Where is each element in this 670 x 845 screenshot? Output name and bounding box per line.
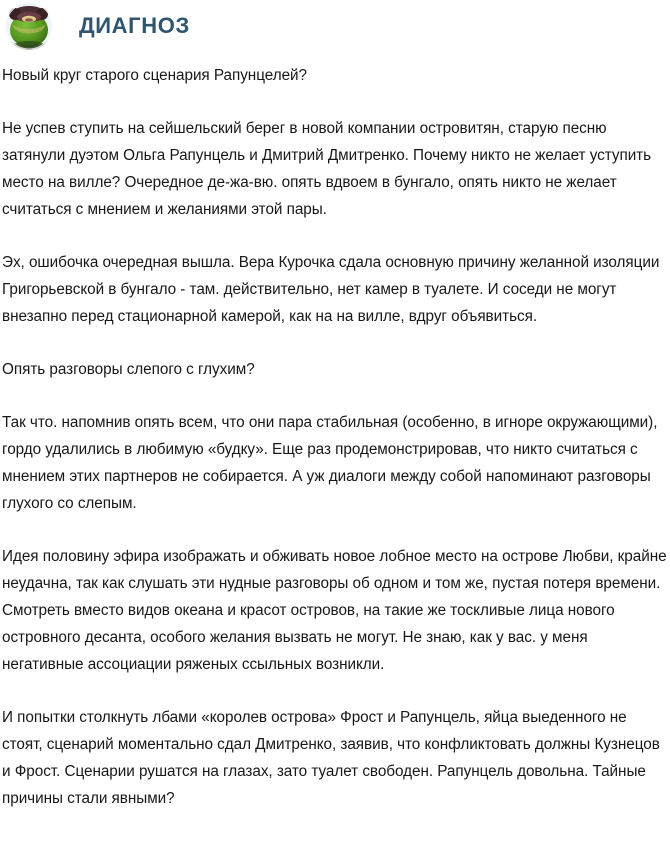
article-paragraph: Эх, ошибочка очередная вышла. Вера Курочка сдала основную причину желанной изоляции Григорьевской в бунгало - там. действительно, нет камер в туалете. И соседи не могут внезапно перед стационарной камерой, как на на вилле, вдруг объявиться. bbox=[2, 254, 660, 325]
avatar-green-creature-icon bbox=[5, 2, 53, 50]
page-title: ДИАГНОЗ bbox=[79, 13, 190, 38]
site-header bbox=[2, 0, 668, 50]
article-paragraph: Так что. напомнив опять всем, что они пара стабильная (особенно, в игноре окружающими), гордо удалились в любимую «будку». Еще раз продемонстрировав, что никто считаться с мнением этих партнеров не собирается. А уж диалоги между собой напоминают разговоры глухого со слепым. bbox=[2, 414, 658, 512]
article-paragraph: Новый круг старого сценария Рапунцелей? bbox=[2, 67, 307, 84]
article-paragraph: И попытки столкнуть лбами «королев острова» Фрост и Рапунцель, яйца выеденного не стоят, сценарий моментально сдал Дмитренко, заявив, что конфликтовать должны Кузнецов и Фрост. Сценарии рушатся на глазах, зато туалет свободен. Рапунцель довольна. Тайные причины стали явными? bbox=[2, 709, 660, 807]
avatar[interactable] bbox=[5, 2, 53, 50]
article-body bbox=[2, 62, 668, 812]
article-paragraph: Идея половину эфира изображать и обживать новое лобное место на острове Любви, крайне неудачна, так как слушать эти нудные разговоры об одном и том же, пустая потеря времени. Смотреть вместо видов океана и красот островов, на такие же тоскливые лица нового островного десанта, особого желания вызвать не могут. Не знаю, как у вас. у меня негативные ассоциации ряженых ссыльных возникли. bbox=[2, 548, 667, 673]
article-paragraph: Опять разговоры слепого с глухим? bbox=[2, 361, 255, 378]
article-paragraph: Не успев ступить на сейшельский берег в новой компании островитян, старую песню затянули дуэтом Ольга Рапунцель и Дмитрий Дмитренко. Почему никто не желает уступить место на вилле? Очередное де-жа-вю. опять вдвоем в бунгало, опять никто не желает считаться с мнением и желаниями этой пары. bbox=[2, 120, 652, 218]
